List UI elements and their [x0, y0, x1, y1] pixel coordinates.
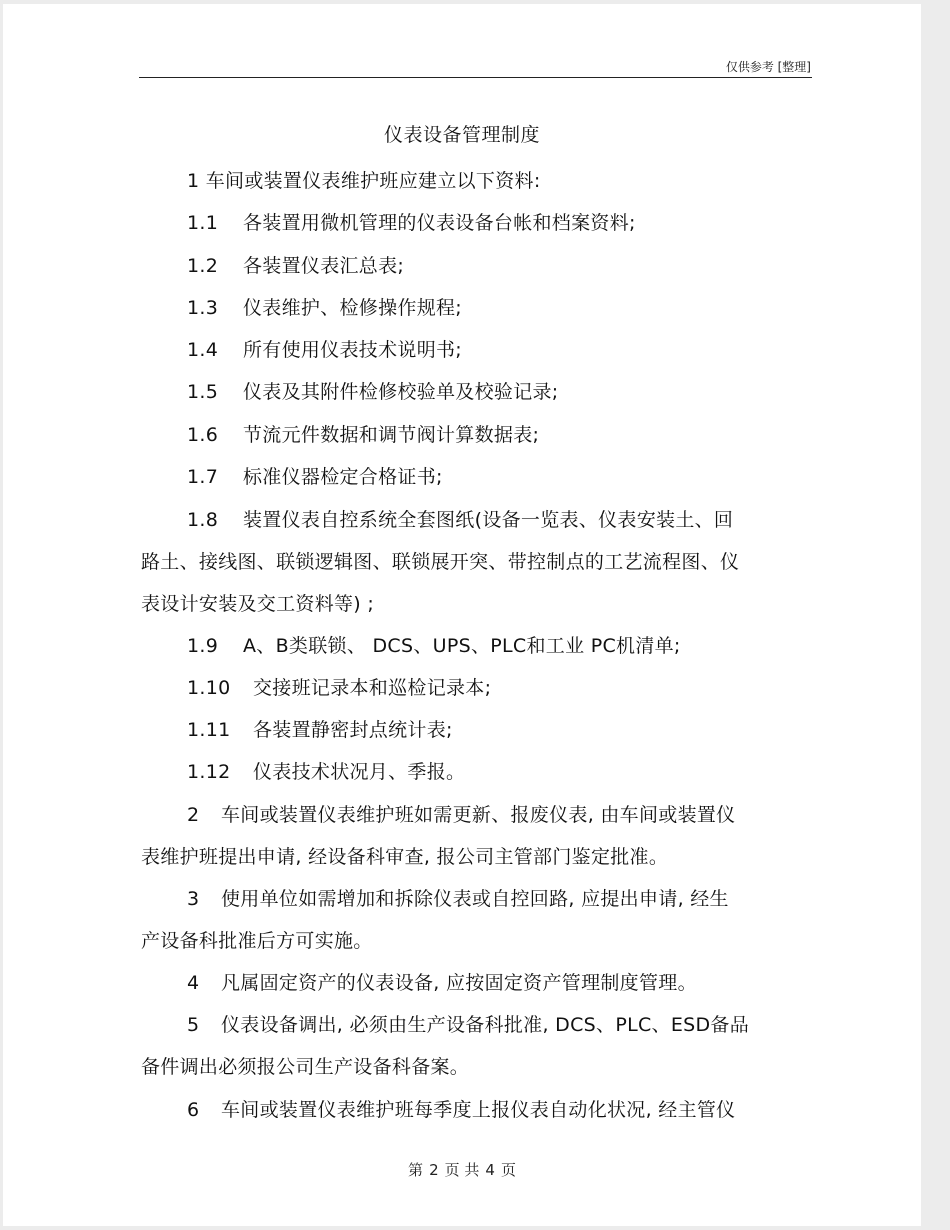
list-item	[187, 968, 697, 995]
item-number: 5	[187, 1014, 200, 1036]
item-number: 1.1	[187, 212, 219, 234]
body-line: 1 车间或装置仪表维护班应建立以下资料:	[187, 170, 541, 192]
item-text: 各装置用微机管理的仪表设备台帐和档案资料;	[243, 212, 636, 234]
body-line: 备件调出必须报公司生产设备科备案。	[141, 1056, 470, 1078]
item-text: 交接班记录本和巡检记录本;	[253, 677, 492, 699]
list-item	[187, 1095, 735, 1122]
list-item	[187, 377, 559, 404]
item-text: 仪表及其附件检修校验单及校验记录;	[243, 381, 559, 403]
footer-prefix: 第	[408, 1161, 424, 1179]
item-text: 节流元件数据和调节阀计算数据表;	[243, 424, 540, 446]
list-item	[187, 757, 465, 784]
item-number: 1.6	[187, 424, 219, 446]
item-text: 装置仪表自控系统全套图纸(设备一览表、仪表安装土、回	[243, 509, 734, 531]
item-text: 所有使用仪表技术说明书;	[243, 339, 463, 361]
item-number: 3	[187, 888, 200, 910]
item-number: 1.11	[187, 719, 231, 741]
footer-mid: 页 共	[444, 1161, 480, 1179]
list-item	[187, 462, 443, 489]
list-item	[187, 335, 462, 362]
item-number: 1.2	[187, 255, 219, 277]
list-item	[187, 208, 636, 235]
item-text: A、B类联锁、 DCS、UPS、PLC和工业 PC机清单;	[243, 635, 681, 657]
item-text: 凡属固定资产的仪表设备, 应按固定资产管理制度管理。	[221, 972, 697, 994]
list-item	[187, 505, 733, 532]
item-text: 标准仪器检定合格证书;	[243, 466, 443, 488]
list-item	[187, 1010, 749, 1037]
item-text: 车间或装置仪表维护班如需更新、报废仪表, 由车间或装置仪	[221, 804, 736, 826]
item-number: 4	[187, 972, 200, 994]
item-text: 各装置仪表汇总表;	[243, 255, 405, 277]
item-number: 1.3	[187, 297, 219, 319]
page-footer	[3, 1159, 921, 1180]
body-line: 路土、接线图、联锁逻辑图、联锁展开突、带控制点的工艺流程图、仪	[141, 551, 740, 573]
footer-suffix: 页	[500, 1161, 516, 1179]
item-number: 1.4	[187, 339, 219, 361]
item-number: 1.9	[187, 635, 219, 657]
document-page	[3, 4, 921, 1226]
item-text: 车间或装置仪表维护班每季度上报仪表自动化状况, 经主管仪	[221, 1099, 736, 1121]
header-rule	[139, 77, 812, 78]
item-text: 仪表设备调出, 必须由生产设备科批准, DCS、PLC、ESD备品	[221, 1014, 750, 1036]
page-title: 仪表设备管理制度	[383, 124, 540, 146]
footer-total-pages: 4	[485, 1161, 495, 1179]
header-note: 仅供参考 [整理]	[725, 60, 811, 74]
item-text: 使用单位如需增加和拆除仪表或自控回路, 应提出申请, 经生	[221, 888, 729, 910]
list-item	[187, 293, 462, 320]
item-number: 1.7	[187, 466, 219, 488]
list-item	[187, 251, 404, 278]
body-line: 产设备科批准后方可实施。	[141, 930, 373, 952]
item-number: 1.10	[187, 677, 231, 699]
list-item	[187, 631, 681, 658]
list-item	[187, 420, 539, 447]
item-number: 1.8	[187, 509, 219, 531]
item-number: 2	[187, 804, 200, 826]
footer-page-number: 2	[429, 1161, 439, 1179]
item-text: 各装置静密封点统计表;	[253, 719, 453, 741]
body-line: 表设计安装及交工资料等) ;	[141, 593, 375, 615]
list-item	[187, 715, 453, 742]
item-number: 6	[187, 1099, 200, 1121]
item-number: 1.5	[187, 381, 219, 403]
list-item	[187, 800, 735, 827]
list-item	[187, 884, 729, 911]
item-number: 1.12	[187, 761, 231, 783]
body-line: 表维护班提出申请, 经设备科审查, 报公司主管部门鉴定批准。	[141, 846, 669, 868]
item-text: 仪表技术状况月、季报。	[253, 761, 466, 783]
item-text: 仪表维护、检修操作规程;	[243, 297, 463, 319]
list-item	[187, 673, 491, 700]
